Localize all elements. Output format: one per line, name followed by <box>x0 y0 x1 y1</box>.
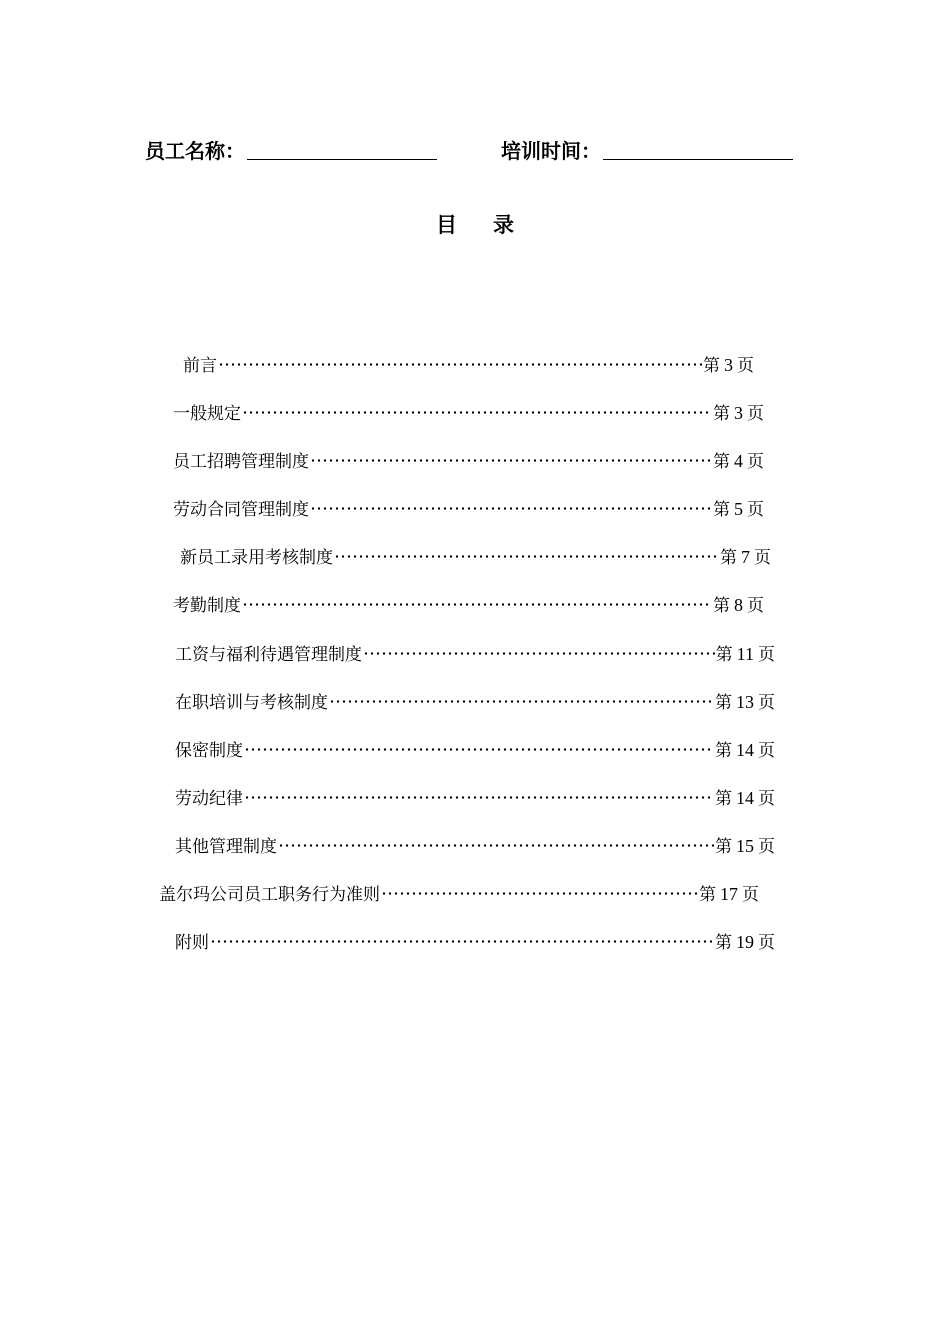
toc-entry-page <box>699 880 759 905</box>
toc-entry-label: 其他管理制度 <box>175 836 277 857</box>
toc-dot-leader <box>381 892 698 895</box>
toc-page-suffix: 页 <box>747 451 764 472</box>
toc-entry <box>175 639 775 665</box>
toc-entry <box>175 927 775 953</box>
toc-page-suffix: 页 <box>758 788 775 809</box>
toc-dot-leader <box>244 796 714 799</box>
toc-page-prefix: 第 <box>715 836 732 857</box>
toc-page-prefix: 第 <box>715 644 733 665</box>
toc-page-suffix: 页 <box>758 740 775 761</box>
employee-name-blank <box>247 159 437 160</box>
toc-page-number: 11 <box>736 643 754 664</box>
toc-page-number: 4 <box>734 450 743 471</box>
toc-dot-leader <box>218 363 702 366</box>
toc-page-prefix: 第 <box>699 884 716 905</box>
toc-entry-label: 工资与福利待遇管理制度 <box>175 644 362 665</box>
toc-page-prefix: 第 <box>720 547 737 568</box>
toc-entry <box>173 398 764 424</box>
toc-page-suffix: 页 <box>747 499 764 520</box>
toc-page-number: 3 <box>734 402 743 423</box>
toc-page-number: 13 <box>736 691 754 712</box>
toc-entry-page <box>703 351 754 376</box>
toc-title: 目录 <box>436 213 550 237</box>
training-time-label: 培训时间： <box>501 139 601 163</box>
toc-page-suffix: 页 <box>747 403 764 424</box>
toc-entry-label: 保密制度 <box>175 740 243 761</box>
toc-entry-label: 一般规定 <box>173 403 241 424</box>
toc-entry <box>175 735 775 761</box>
toc-page-number: 3 <box>724 354 733 375</box>
toc-entry-label: 前言 <box>183 355 217 376</box>
toc-page-prefix: 第 <box>713 595 730 616</box>
toc-page-suffix: 页 <box>747 595 764 616</box>
toc-page-prefix: 第 <box>715 740 732 761</box>
toc-page-number: 5 <box>734 498 743 519</box>
toc-page-suffix: 页 <box>754 547 771 568</box>
toc-dot-leader <box>363 652 715 655</box>
toc-page-number: 14 <box>736 787 754 808</box>
toc-entry-page <box>715 736 775 761</box>
toc-entry <box>183 350 754 376</box>
toc-entry-page <box>720 543 771 568</box>
training-time-field <box>501 137 793 165</box>
toc-page-suffix: 页 <box>758 836 775 857</box>
toc-page-prefix: 第 <box>713 499 730 520</box>
toc-entry <box>175 831 775 857</box>
toc-entry-page <box>713 399 764 424</box>
toc-entry <box>173 494 764 520</box>
toc-entry-page <box>715 928 775 953</box>
toc-page-prefix: 第 <box>713 451 730 472</box>
toc-dot-leader <box>242 411 712 414</box>
toc-entry <box>175 687 775 713</box>
toc-page-suffix: 页 <box>742 884 759 905</box>
toc-entry-page <box>715 784 775 809</box>
toc-page-prefix: 第 <box>715 692 732 713</box>
toc-dot-leader <box>334 555 719 558</box>
toc-dot-leader <box>310 507 712 510</box>
toc-page-number: 19 <box>736 931 754 952</box>
toc-dot-leader <box>244 748 714 751</box>
toc-entry <box>173 590 764 616</box>
toc-page-suffix: 页 <box>758 692 775 713</box>
toc-entry-label: 劳动纪律 <box>175 788 243 809</box>
toc-entry-label: 在职培训与考核制度 <box>175 692 328 713</box>
toc-page-prefix: 第 <box>715 788 732 809</box>
toc-entry <box>159 879 759 905</box>
toc-page-number: 7 <box>741 546 750 567</box>
toc-page-prefix: 第 <box>713 403 730 424</box>
employee-name-label: 员工名称： <box>145 139 245 163</box>
toc-entry-label: 新员工录用考核制度 <box>180 547 333 568</box>
toc-entry-page <box>713 591 764 616</box>
toc-page-suffix: 页 <box>737 355 754 376</box>
toc-entry-label: 劳动合同管理制度 <box>173 499 309 520</box>
form-header <box>0 137 950 167</box>
toc-page-number: 15 <box>736 835 754 856</box>
toc-entry-page <box>715 688 775 713</box>
toc-dot-leader <box>329 700 714 703</box>
toc-dot-leader <box>210 940 714 943</box>
toc-entry <box>180 542 771 568</box>
toc-page-suffix: 页 <box>758 932 775 953</box>
toc-dot-leader <box>242 603 712 606</box>
toc-page-prefix: 第 <box>715 932 732 953</box>
toc-entry-page <box>715 832 775 857</box>
toc-page-number: 14 <box>736 739 754 760</box>
toc-dot-leader <box>310 459 712 462</box>
employee-name-field <box>145 137 437 165</box>
toc-entry-label: 附则 <box>175 932 209 953</box>
training-time-blank <box>603 159 793 160</box>
toc-entry-page <box>713 447 764 472</box>
toc-page-suffix: 页 <box>758 644 775 665</box>
toc-page-prefix: 第 <box>703 355 720 376</box>
toc-entry <box>175 783 775 809</box>
toc-page-number: 8 <box>734 594 743 615</box>
toc-dot-leader <box>278 844 714 847</box>
toc-entry <box>173 446 764 472</box>
toc-entry-label: 员工招聘管理制度 <box>173 451 309 472</box>
toc-page-number: 17 <box>720 883 738 904</box>
toc-entry-page <box>713 495 764 520</box>
toc-entry-label: 考勤制度 <box>173 595 241 616</box>
toc-entry-label: 盖尔玛公司员工职务行为准则 <box>159 884 380 905</box>
toc-entry-page <box>716 640 775 665</box>
